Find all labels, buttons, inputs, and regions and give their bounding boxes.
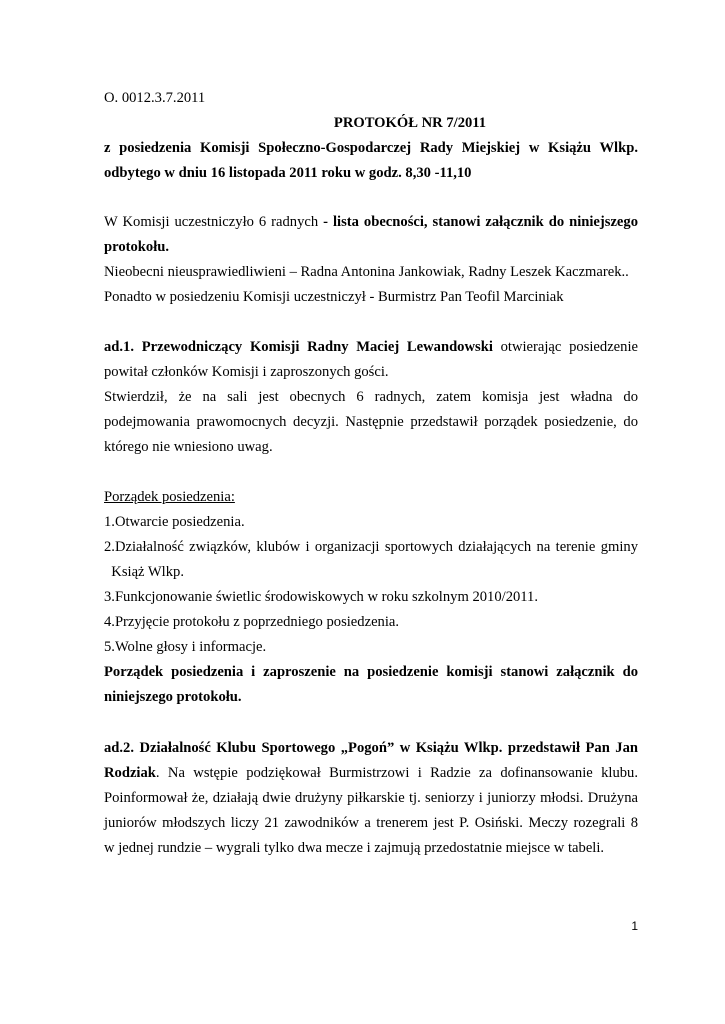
attendance-line-2: protokołu. [104,239,170,255]
ad2-line-3: Poinformował że, działają dwie drużyny piłkarskie tj. seniorzy i juniorzy młodsi. Drużyna [104,790,638,806]
protocol-title: PROTOKÓŁ NR 7/2011 [333,115,487,131]
agenda-heading [104,487,638,507]
agenda-item-4: 4.Przyjęcie protokołu z poprzedniego posiedzenia. [104,614,400,630]
attendance-text: W Komisji uczestniczyło 6 radnych [104,214,324,230]
ad1-heading: ad.1. Przewodniczący Komisji Radny Maciej Lewandowski [104,339,493,355]
ad1-line-1 [104,337,638,357]
ad1-line-2: powitał członków Komisji i zaproszonych gości. [104,364,389,380]
ad2-presenter-name: Rodziak [104,765,156,781]
doc-number: O. 0012.3.7.2011 [104,90,206,106]
agenda-note-line-1: Porządek posiedzenia i zaproszenie na posiedzenie komisji stanowi załącznik do [104,664,638,680]
subtitle-line-2: odbytego w dniu 16 listopada 2011 roku w godz. 8,30 -11,10 [104,165,472,181]
agenda-note-line-2: niniejszego protokołu. [104,689,242,705]
ad2-line-5: w jednej rundzie – wygrali tylko dwa mecze i zajmują przedostatnie miejsce w tabeli. [104,840,605,856]
agenda-heading-text: Porządek posiedzenia: [104,489,235,505]
agenda-item-5: 5.Wolne głosy i informacje. [104,639,267,655]
ad1-line-3: Stwierdził, że na sali jest obecnych 6 radnych, zatem komisja jest władna do [104,389,638,405]
ad2-thanks-text: . Na wstępie podziękował Burmistrzowi i Radzie za dofinansowanie klubu. [155,765,638,781]
guests: Ponadto w posiedzeniu Komisji uczestniczył - Burmistrz Pan Teofil Marciniak [104,289,564,305]
page-number: 1 [631,919,638,933]
ad1-line-5: którego nie wniesiono uwag. [104,439,273,455]
ad2-line-2 [104,763,638,783]
ad1-line-4: podejmowania prawomocnych decyzji. Następnie przedstawił porządek posiedzenie, do [104,414,638,430]
attendance-line-1 [104,212,638,232]
agenda-item-2-line-2: Książ Wlkp. [104,564,184,580]
absent-members: Nieobecni nieusprawiedliwieni – Radna Antonina Jankowiak, Radny Leszek Kaczmarek.. [104,264,629,280]
agenda-item-2-line-1: 2.Działalność związków, klubów i organizacji sportowych działających na terenie gminy [104,539,638,555]
subtitle-line-1: z posiedzenia Komisji Społeczno-Gospodarczej Rady Miejskiej w Książu Wlkp. [104,140,638,156]
attendance-attachment-note: - lista obecności, stanowi załącznik do niniejszego [323,214,639,230]
ad1-heading-rest: otwierając posiedzenie [492,339,638,355]
ad2-line-4: juniorów młodszych liczy 21 zawodników a trenerem jest P. Osiński. Meczy rozegrali 8 [104,815,638,831]
agenda-item-1: 1.Otwarcie posiedzenia. [104,514,245,530]
agenda-item-3: 3.Funkcjonowanie świetlic środowiskowych w roku szkolnym 2010/2011. [104,589,538,605]
ad2-line-1: ad.2. Działalność Klubu Sportowego „Pogoń” w Książu Wlkp. przedstawił Pan Jan [104,740,638,756]
